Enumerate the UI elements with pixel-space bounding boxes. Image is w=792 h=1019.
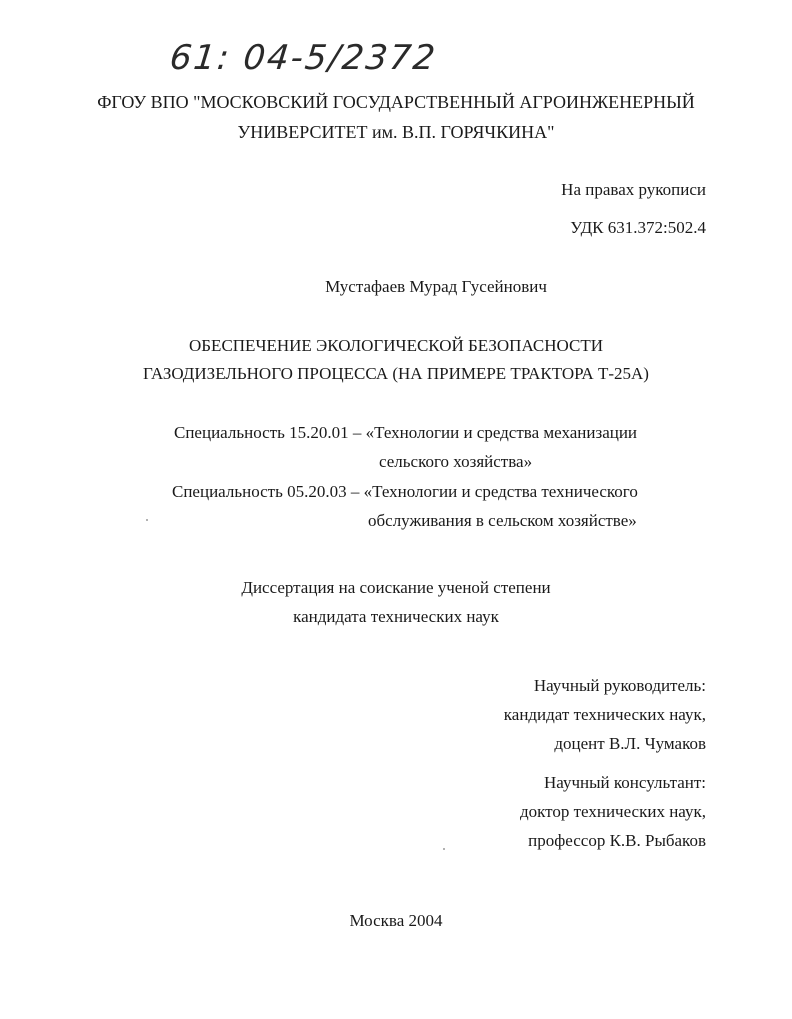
dissertation-line-2: кандидата технических наук [293, 607, 499, 626]
specialty-2-line-1: Специальность 05.20.03 – «Технологии и средства технического [172, 482, 638, 501]
specialty-2-line-2: обслуживания в сельском хозяйстве» [368, 511, 637, 530]
institution-line-1: ФГОУ ВПО "МОСКОВСКИЙ ГОСУДАРСТВЕННЫЙ АГРОИНЖЕНЕРНЫЙ [97, 92, 695, 112]
city-year: Москва 2004 [349, 911, 443, 930]
institution-line-2: УНИВЕРСИТЕТ им. В.П. ГОРЯЧКИНА" [237, 122, 555, 142]
title-line-1: ОБЕСПЕЧЕНИЕ ЭКОЛОГИЧЕСКОЙ БЕЗОПАСНОСТИ [189, 336, 603, 355]
udk-code: УДК 631.372:502.4 [570, 218, 706, 237]
author-name: Мустафаев Мурад Гусейнович [325, 277, 547, 296]
supervisor-name: доцент В.Л. Чумаков [554, 734, 706, 753]
supervisor-degree: кандидат технических наук, [503, 705, 706, 724]
handwritten-archive-number: 61: 04-5/2372 [167, 38, 439, 78]
supervisor-role: Научный руководитель: [533, 676, 706, 695]
scan-speck [146, 519, 148, 521]
dissertation-line-1: Диссертация на соискание ученой степени [241, 578, 551, 597]
title-line-2: ГАЗОДИЗЕЛЬНОГО ПРОЦЕССА (НА ПРИМЕРЕ ТРАКТОРА Т-25А) [143, 364, 649, 383]
specialty-1-line-1: Специальность 15.20.01 – «Технологии и средства механизации [174, 423, 638, 442]
rights-note: На правах рукописи [561, 180, 706, 199]
consultant-degree: доктор технических наук, [519, 802, 706, 821]
specialty-1-line-2: сельского хозяйства» [379, 452, 533, 471]
consultant-role: Научный консультант: [544, 773, 706, 792]
consultant-name: профессор К.В. Рыбаков [528, 831, 706, 850]
scan-speck [443, 848, 445, 850]
